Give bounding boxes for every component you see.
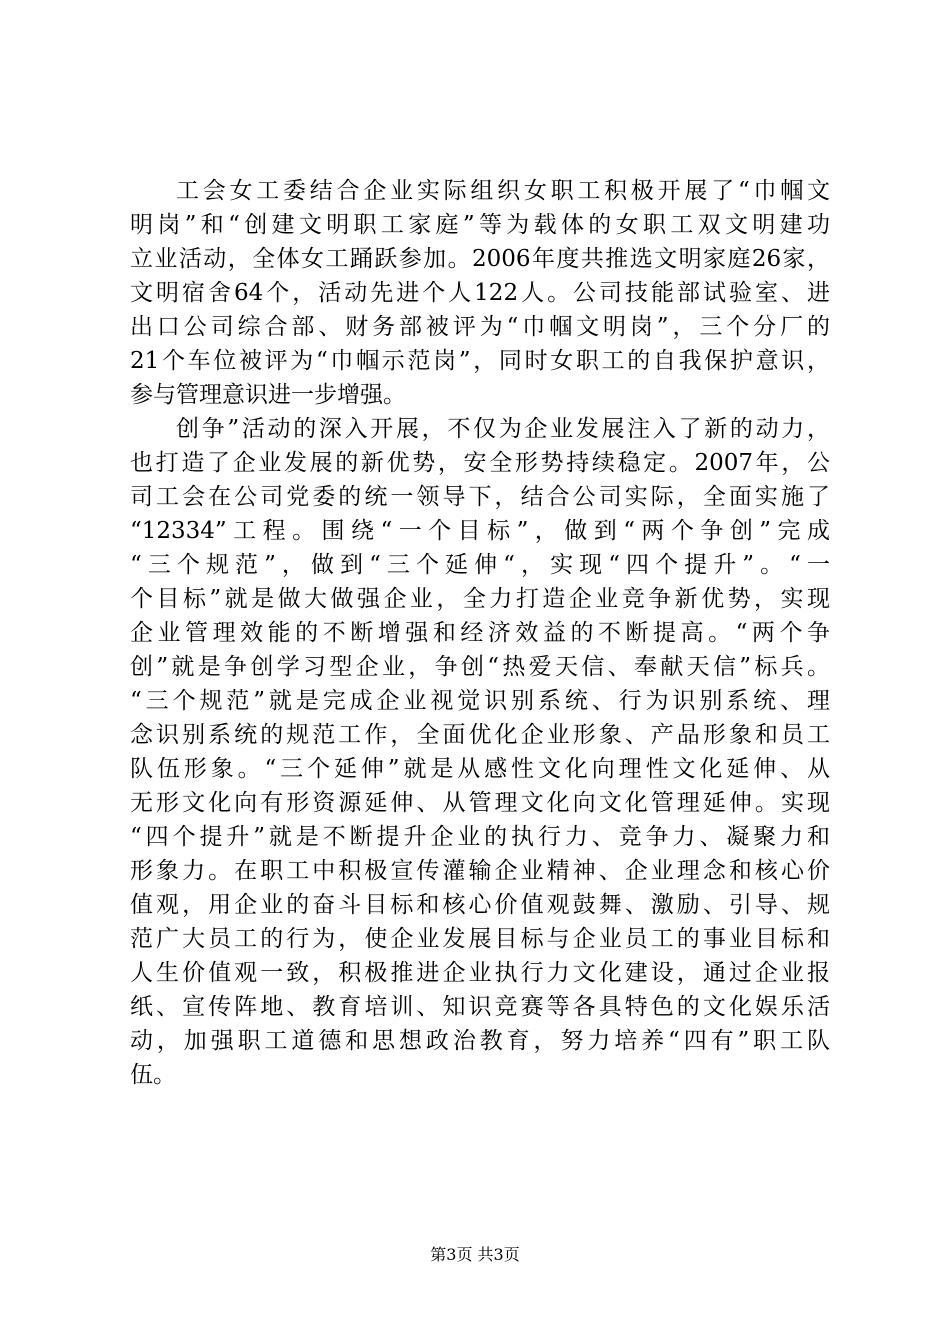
- text-line: 创”就是争创学习型企业，争创“热爱天信、奉献天信”标兵。: [130, 654, 830, 680]
- text-line: “12334”工程。围绕“一个目标”，做到“两个争创”完成: [130, 518, 830, 544]
- text-line: 伍。: [130, 1062, 176, 1088]
- text-line: 动，加强职工道德和思想政治教育，努力培养“四有”职工队: [130, 1028, 830, 1054]
- text-line: 人生价值观一致，积极推进企业执行力文化建设，通过企业报: [130, 960, 830, 986]
- text-line: 创争”活动的深入开展，不仅为企业发展注入了新的动力，: [176, 416, 830, 442]
- text-line: 司工会在公司党委的统一领导下，结合公司实际，全面实施了: [130, 484, 830, 510]
- text-line: 值观，用企业的奋斗目标和核心价值观鼓舞、激励、引导、规: [130, 892, 830, 918]
- text-line: 形象力。在职工中积极宣传灌输企业精神、企业理念和核心价: [130, 858, 830, 884]
- text-line: 范广大员工的行为，使企业发展目标与企业员工的事业目标和: [130, 926, 830, 952]
- text-line: 队伍形象。“三个延伸”就是从感性文化向理性文化延伸、从: [130, 756, 830, 782]
- text-line: “三个规范”，做到“三个延伸“，实现“四个提升”。“一: [130, 552, 830, 578]
- paragraph-2: [130, 412, 830, 1092]
- text-line: “三个规范”就是完成企业视觉识别系统、行为识别系统、理: [130, 688, 830, 714]
- text-line: 出口公司综合部、财务部被评为“巾帼文明岗”，三个分厂的: [130, 314, 830, 340]
- paragraph-1: [130, 174, 830, 412]
- text-line: “四个提升”就是不断提升企业的执行力、竞争力、凝聚力和: [130, 824, 830, 850]
- text-line: 个目标”就是做大做强企业，全力打造企业竞争新优势，实现: [130, 586, 830, 612]
- text-line: 纸、宣传阵地、教育培训、知识竞赛等各具特色的文化娱乐活: [130, 994, 830, 1020]
- document-body: [130, 174, 830, 1092]
- text-line: 也打造了企业发展的新优势，安全形势持续稳定。2007年，公: [130, 450, 830, 476]
- text-line: 明岗”和“创建文明职工家庭”等为载体的女职工双文明建功: [130, 212, 830, 238]
- text-line: 立业活动，全体女工踊跃参加。2006年度共推选文明家庭26家，: [130, 246, 830, 272]
- text-line: 文明宿舍64个，活动先进个人122人。公司技能部试验室、进: [130, 280, 830, 306]
- text-line: 无形文化向有形资源延伸、从管理文化向文化管理延伸。实现: [130, 790, 830, 816]
- text-line: 念识别系统的规范工作，全面优化企业形象、产品形象和员工: [130, 722, 830, 748]
- text-line: 21个车位被评为“巾帼示范岗”，同时女职工的自我保护意识，: [130, 348, 830, 374]
- text-line: 工会女工委结合企业实际组织女职工积极开展了“巾帼文: [176, 178, 830, 204]
- text-line: 企业管理效能的不断增强和经济效益的不断提高。“两个争: [130, 620, 830, 646]
- text-line: 参与管理意识进一步增强。: [130, 382, 406, 408]
- page-number-footer: 第3页 共3页: [430, 1245, 520, 1264]
